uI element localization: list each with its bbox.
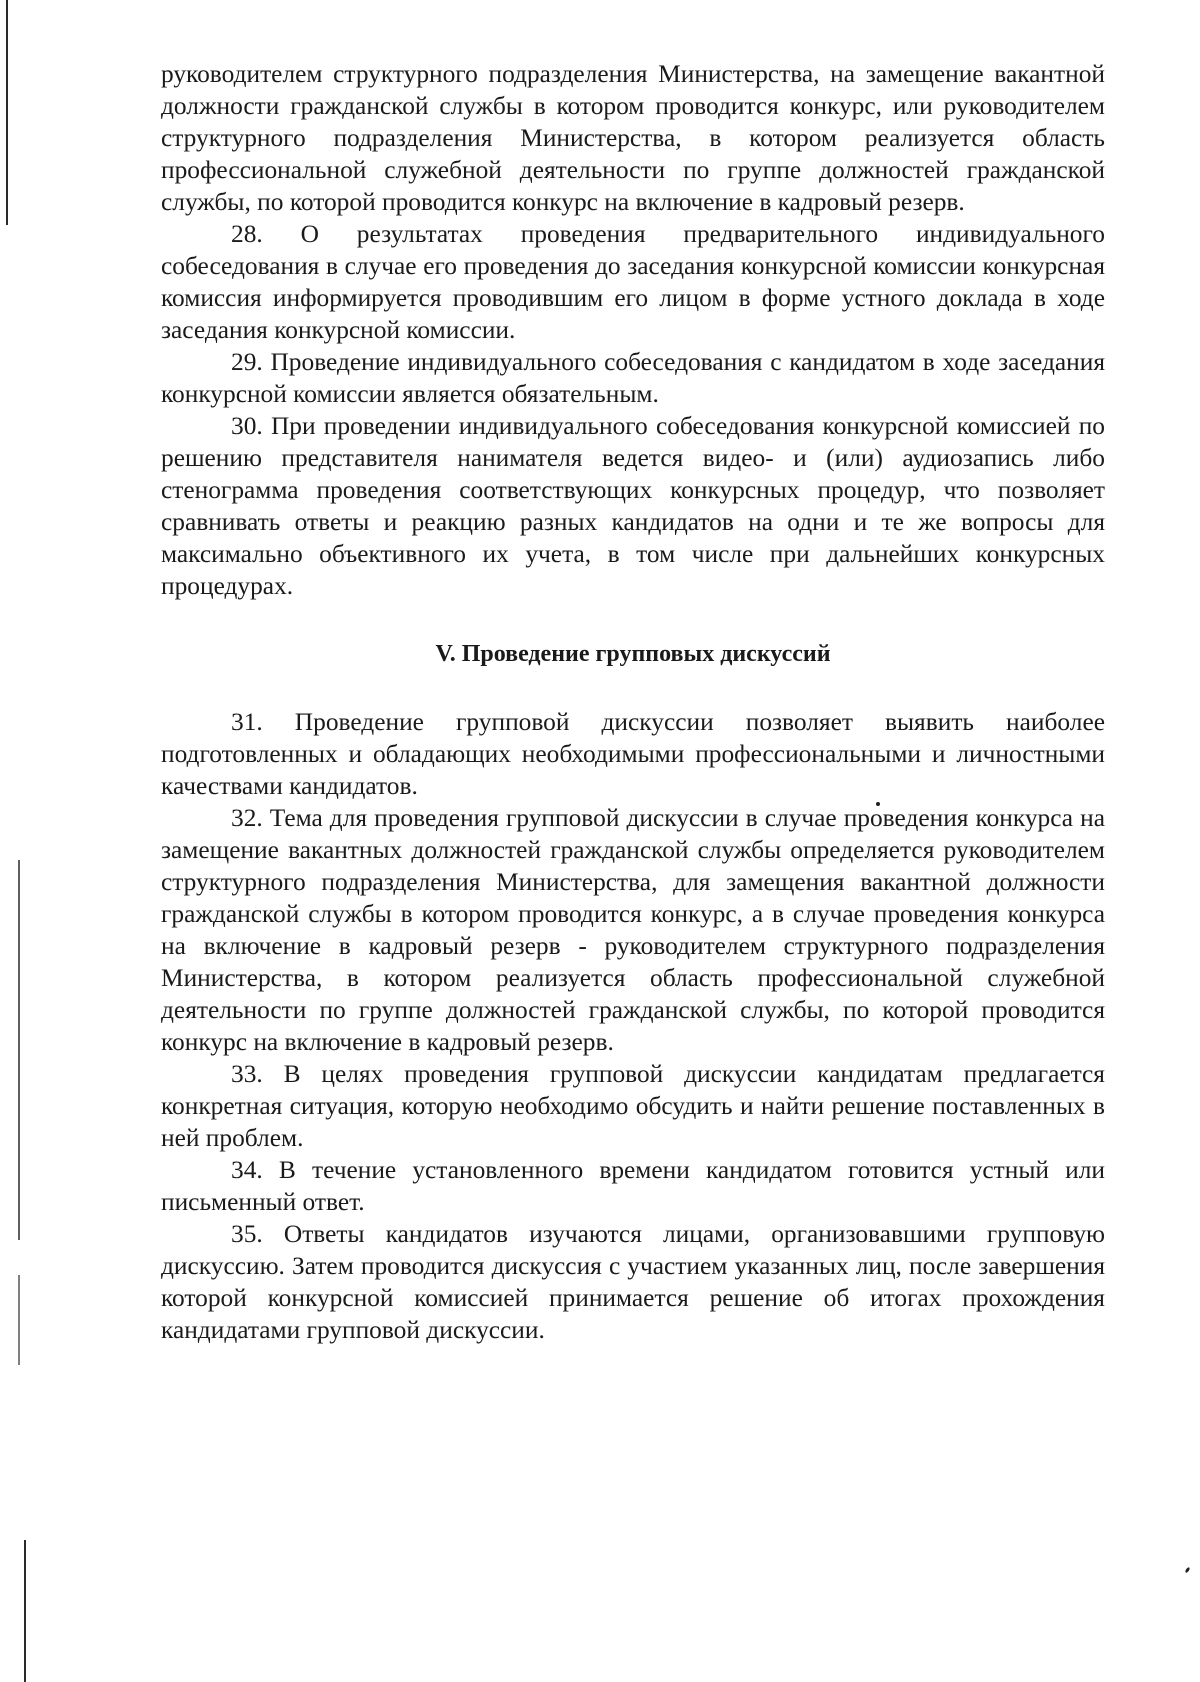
paragraph-35: 35. Ответы кандидатов изучаются лицами, организовавшими групповую дискуссию. Затем проводится дискуссия с участием указанных лиц, после завершения которой конкурсной комиссией принимается решение об итогах прохождения кандидатами групповой дискуссии. [161, 1220, 1105, 1344]
paragraph-30: 30. При проведении индивидуального собеседования конкурсной комиссией по решению представителя нанимателя ведется видео- и (или) аудиозапись либо стенограмма проведения соответствующих конкурсных процедур, что позволяет сравнивать ответы и реакцию разных кандидатов на одни и те же вопросы для максимально объективного их учета, в том числе при дальнейших конкурсных процедурах. [161, 412, 1105, 600]
paragraph-34: 34. В течение установленного времени кандидатом готовится устный или письменный ответ. [161, 1156, 1105, 1216]
paragraph-continuation: руководителем структурного подразделения Министерства, на замещение вакантной должности гражданской службы в котором проводится конкурс, или руководителем структурного подразделения Министерства, в котором реализуется область профессиональной служебной деятельности по группе должностей гражданской службы, по которой проводится конкурс на включение в кадровый резерв. [161, 60, 1105, 216]
scan-speck [1185, 1567, 1191, 1574]
paragraph-32: 32. Тема для проведения групповой дискуссии в случае проведения конкурса на замещение вакантных должностей гражданской службы определяется руководителем структурного подразделения Министерства, для замещения вакантной должности гражданской службы в котором проводится конкурс, а в случае проведения конкурса на включение в кадровый резерв - руководителем структурного подразделения Министерства, в котором реализуется область профессиональной служебной деятельности по группе должностей гражданской службы, по которой проводится конкурс на включение в кадровый резерв. [161, 804, 1105, 1056]
paragraph-29: 29. Проведение индивидуального собеседования с кандидатом в ходе заседания конкурсной комиссии является обязательным. [161, 348, 1105, 408]
paragraph-28: 28. О результатах проведения предварительного индивидуального собеседования в случае его проведения до заседания конкурсной комиссии конкурсная комиссия информируется проводившим его лицом в форме устного доклада в ходе заседания конкурсной комиссии. [161, 220, 1105, 344]
scan-edge-line [6, 0, 8, 225]
scan-edge-line [24, 1540, 26, 1682]
scan-edge-line [18, 1275, 20, 1365]
section-heading: V. Проведение групповых дискуссий [435, 641, 831, 667]
document-body [161, 58, 1105, 1346]
paragraph-31: 31. Проведение групповой дискуссии позволяет выявить наиболее подготовленных и обладающих необходимыми профессиональными и личностными качествами кандидатов. [161, 708, 1105, 800]
paragraph-33: 33. В целях проведения групповой дискуссии кандидатам предлагается конкретная ситуация, которую необходимо обсудить и найти решение поставленных в ней проблем. [161, 1060, 1105, 1152]
scan-edge-line [18, 860, 20, 1240]
